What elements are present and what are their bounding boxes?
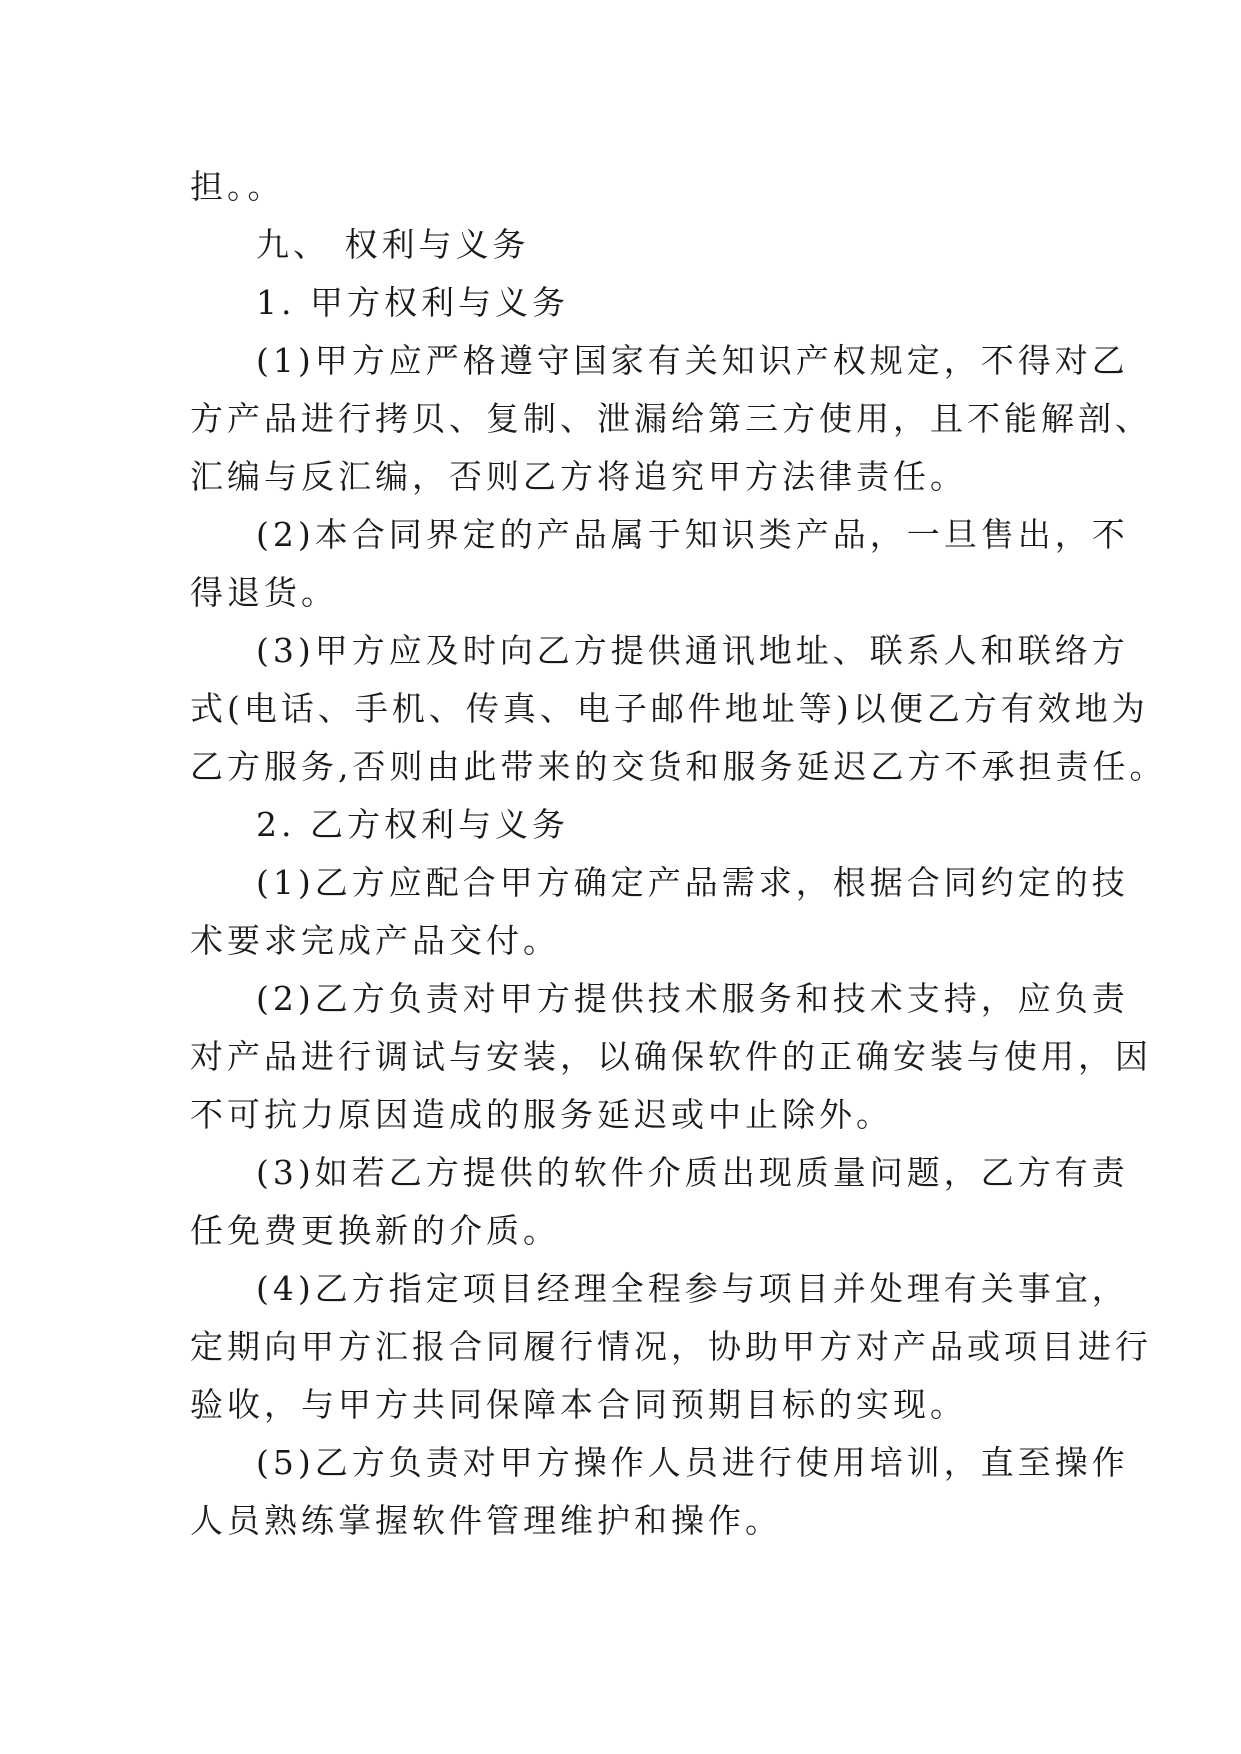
text-line: (3)如若乙方提供的软件介质出现质量问题，乙方有责 bbox=[256, 1153, 1129, 1192]
text-line: (1)甲方应严格遵守国家有关知识产权规定，不得对乙 bbox=[256, 341, 1129, 380]
text-line: 定期向甲方汇报合同履行情况，协助甲方对产品或项目进行 bbox=[190, 1327, 1152, 1366]
text-line: 不可抗力原因造成的服务延迟或中止除外。 bbox=[190, 1095, 893, 1134]
text-line: 方产品进行拷贝、复制、泄漏给第三方使用，且不能解剖、 bbox=[190, 399, 1152, 438]
text-line: (2)本合同界定的产品属于知识类产品，一旦售出，不 bbox=[256, 515, 1129, 554]
text-line: (4)乙方指定项目经理全程参与项目并处理有关事宜， bbox=[256, 1269, 1129, 1308]
text-line: 验收，与甲方共同保障本合同预期目标的实现。 bbox=[190, 1385, 967, 1424]
subsection-heading: 2. 乙方权利与义务 bbox=[256, 805, 569, 844]
text-line: 术要求完成产品交付。 bbox=[190, 921, 560, 960]
text-line: (1)乙方应配合甲方确定产品需求，根据合同约定的技 bbox=[256, 863, 1129, 902]
text-line: 得退货。 bbox=[190, 573, 338, 612]
text-line: 乙方服务,否则由此带来的交货和服务延迟乙方不承担责任。 bbox=[190, 747, 1167, 786]
text-line: 人员熟练掌握软件管理维护和操作。 bbox=[190, 1501, 782, 1540]
text-line: 任免费更换新的介质。 bbox=[190, 1211, 560, 1250]
section-heading: 九、 权利与义务 bbox=[256, 225, 530, 264]
text-line: 汇编与反汇编，否则乙方将追究甲方法律责任。 bbox=[190, 457, 967, 496]
subsection-heading: 1. 甲方权利与义务 bbox=[256, 283, 569, 322]
text-line: (5)乙方负责对甲方操作人员进行使用培训，直至操作 bbox=[256, 1443, 1129, 1482]
text-line: 式(电话、手机、传真、电子邮件地址等)以便乙方有效地为 bbox=[190, 689, 1149, 728]
text-line: 对产品进行调试与安装，以确保软件的正确安装与使用，因 bbox=[190, 1037, 1152, 1076]
document-body bbox=[190, 158, 1167, 1550]
text-line: (3)甲方应及时向乙方提供通讯地址、联系人和联络方 bbox=[256, 631, 1129, 670]
text-line: (2)乙方负责对甲方提供技术服务和技术支持，应负责 bbox=[256, 979, 1129, 1018]
text-line: 担。。 bbox=[190, 167, 285, 206]
